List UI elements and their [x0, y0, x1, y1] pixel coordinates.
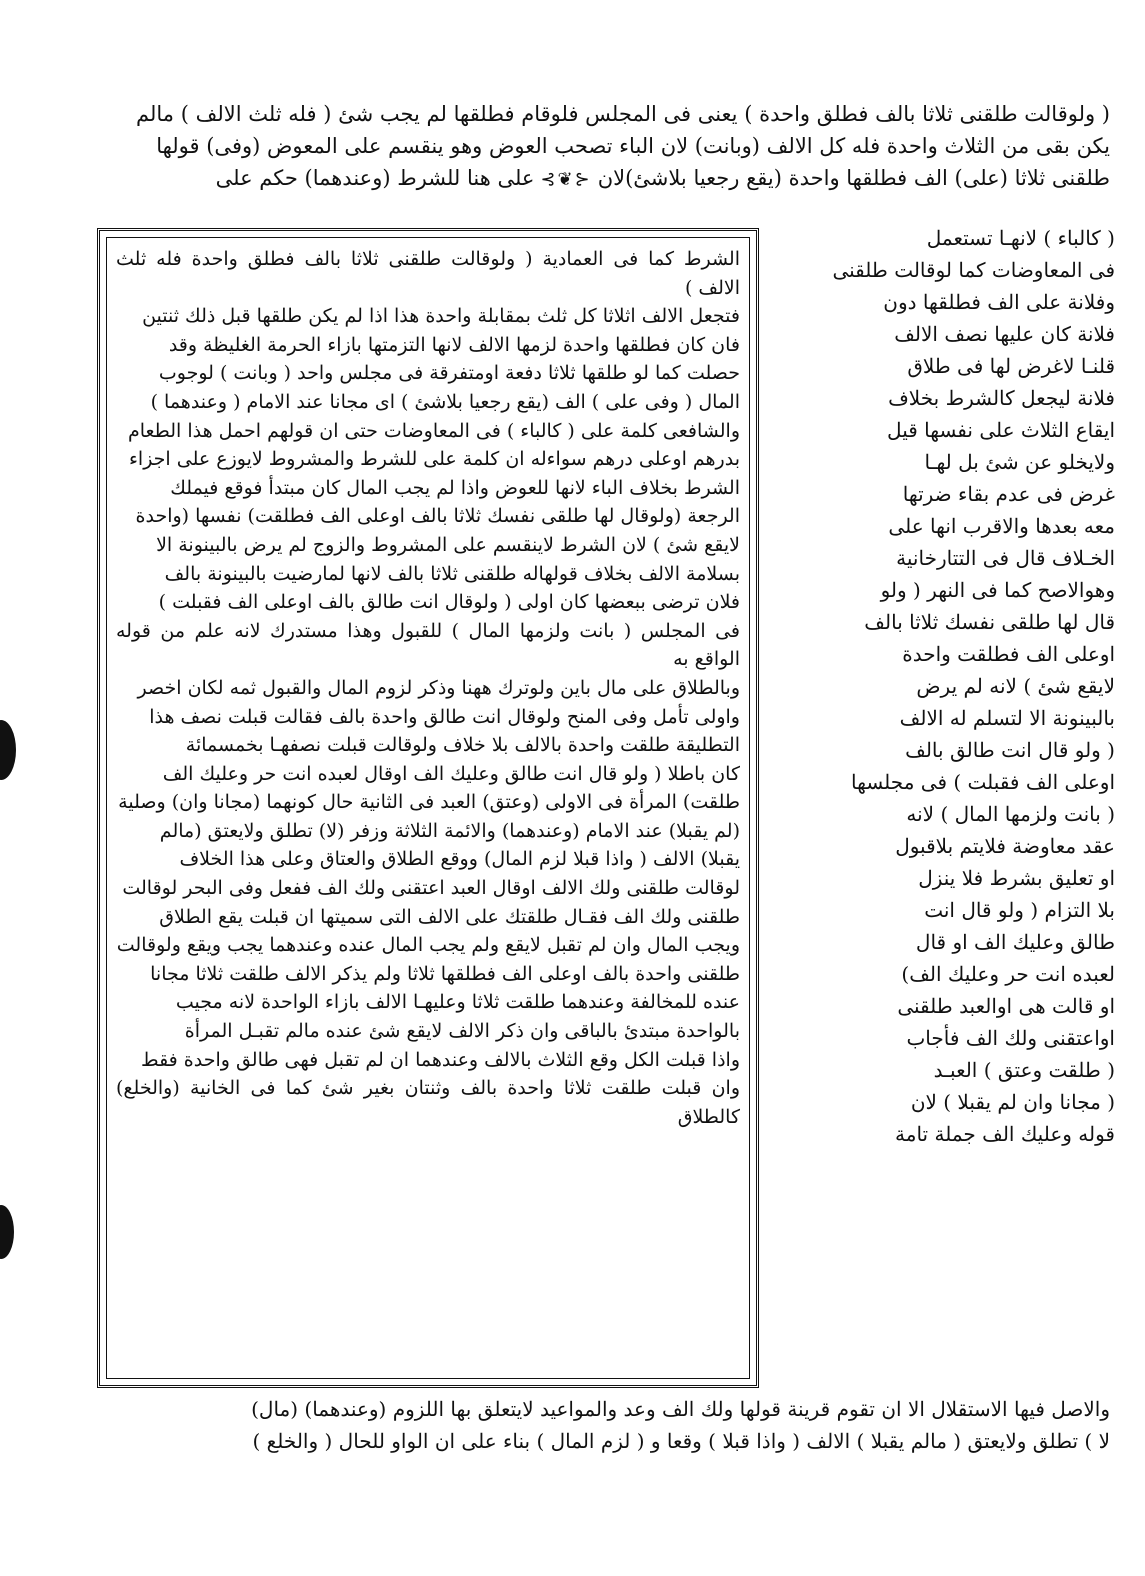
text-line: واولى تأمل وفى المنح ولوقال انت طالق واحدة بالف فقالت قبلت نصف هذا — [149, 705, 740, 728]
text-line: بدرهم اوعلى درهم سواءله ان كلمة على للشرط والمشروط لايوزع على اجزاء — [128, 448, 740, 471]
ink-blot-left-lower — [0, 1205, 14, 1259]
margin-line: وفلانة على الف فطلقها دون — [883, 290, 1115, 314]
ink-blot-left-upper — [0, 720, 16, 780]
margin-line: فلانة ليجعل كالشرط بخلاف — [888, 386, 1115, 410]
margin-line: ( بانت ولزمها المال ) لانه — [906, 802, 1115, 826]
margin-line: ولايخلو عن شئ بل لهـا — [924, 450, 1115, 474]
margin-line: غرض فى عدم بقاء ضرتها — [902, 482, 1115, 506]
text-line: عنده للمخالفة وعندهما طلقت ثلاثا وعليهـا الالف بازاء الواحدة لانه مجيب — [175, 991, 740, 1014]
text-line: فلان ترضى ببعضها كان اولى ( ولوقال انت طالق بالف اوعلى الف فقبلت ) — [158, 591, 740, 614]
text-line: المال ( وفى على ) الف (يقع رجعيا بلاشئ ) اى مجانا عند الامام ( وعندهما ) — [150, 390, 740, 413]
text-line: والشافعى كلمة على ( كالباء ) فى المعاوضات حتى ان قولهم احمل هذا الطعام — [127, 419, 740, 442]
margin-line: او قالت هى اوالعبد طلقنى — [897, 994, 1115, 1018]
margin-line: او تعليق بشرط فلا ينزل — [918, 866, 1115, 890]
text-line: طلقنى ولك الف فقـال طلقتك على الالف التى سميتها ان قبلت يقع الطلاق — [159, 905, 740, 928]
text-line: الشرط كما فى العمادية ( ولوقالت طلقنى ثلاثا بالف فطلق واحدة فله ثلث الالف ) — [116, 248, 740, 299]
text-line: فتجعل الالف اثلاثا كل ثلث بمقابلة واحدة هذا اذا لم يكن طلقها قبل ذلك ثنتين — [142, 305, 740, 328]
margin-line: عقد معاوضة فلايتم بلاقبول — [895, 834, 1115, 858]
ornament-icon: ⊰❦⊱ — [540, 169, 592, 190]
margin-line: قلنـا لاغرض لها فى طلاق — [907, 354, 1115, 378]
text-line: ( ولوقالت طلقنى ثلاثا بالف فطلق واحدة ) يعنى فى المجلس فلوقام فطلقها لم يجب شئ ( فله ثلث الالف ) مالم — [136, 102, 1110, 126]
text-line: (لم يقبلا) عند الامام (وعندهما) والائمة الثلاثة وزفر (لا) تطلق ولايعتق (مالم — [159, 819, 740, 842]
text-line: لوقالت طلقنى ولك الالف اوقال العبد اعتقنى ولك الف ففعل وفى البحر لوقالت — [122, 877, 740, 900]
margin-line: لايقع شئ ) لانه لم يرض — [916, 674, 1115, 698]
margin-line: طالق وعليك الف او قال — [915, 930, 1115, 954]
text-line: بسلامة الالف بخلاف قولهاله طلقنى ثلاثا بالف لانها لمارضيت بالبينونة بالف — [164, 562, 740, 585]
margin-line: ( ولو قال انت طالق بالف — [905, 738, 1115, 762]
margin-line: الخـلاف قال فى التتارخانية — [896, 546, 1115, 570]
margin-line: لعبده انت حر وعليك الف) — [901, 962, 1115, 986]
margin-line: ( طلقت وعتق ) العبـد — [933, 1058, 1115, 1082]
text-segment: على هنا للشرط (وعندهما) حكم على — [215, 166, 535, 190]
top-text-block — [100, 98, 1110, 196]
text-line: وبالطلاق على مال باين ولوترك ههنا وذكر لزوم المال والقبول ثمه لكان اخصر — [137, 676, 740, 699]
text-segment: طلقنى ثلاثا (على) الف فطلقها واحدة (يقع رجعيا بلاشئ)لان — [597, 166, 1110, 190]
margin-line: معه بعدها والاقرب انها على — [888, 514, 1115, 538]
margin-commentary — [770, 222, 1115, 1392]
margin-line: بالبينونة الا لتسلم له الالف — [899, 706, 1115, 730]
text-line: واذا قبلت الكل وقع الثلاث بالالف وعندهما ان لم تقبل فهى طالق واحدة فقط — [141, 1048, 740, 1071]
text-line: فى المجلس ( بانت ولزمها المال ) للقبول وهذا مستدرك لانه علم من قوله الواقع به — [116, 619, 740, 671]
main-text-block — [116, 245, 740, 1375]
text-line: والاصل فيها الاستقلال الا ان تقوم قرينة قولها ولك الف وعد والمواعيد لايتعلق بها اللزوم (وعندهما) (مال) — [251, 1397, 1110, 1421]
text-line: التطليقة طلقت واحدة بالالف بلا خلاف ولوقالت قبلت نصفهـا بخمسمائة — [185, 734, 740, 757]
text-line: حصلت كما لو طلقها ثلاثا دفعة اومتفرقة فى مجلس واحد ( وبانت ) لوجوب — [158, 362, 740, 385]
margin-line: فى المعاوضات كما لوقالت طلقنى — [832, 258, 1115, 282]
text-line — [100, 162, 1110, 196]
text-line: الشرط بخلاف الباء لانها للعوض واذا لم يجب المال كان مبتدأ فوقع فيملك — [170, 476, 740, 499]
margin-line: ( كالباء ) لانهـا تستعمل — [926, 226, 1115, 250]
text-line: لايقع شئ ) لان الشرط لاينقسم على المشروط والزوج لم يرض بالبينونة الا — [156, 533, 740, 556]
margin-line: اواعتقنى ولك الف فأجاب — [906, 1026, 1115, 1050]
text-line: ويجب المال وان لم تقبل لايقع ولم يجب المال عنده وعندهما يجب ويقع ولوقالت — [116, 934, 740, 957]
margin-line: بلا التزام ( ولو قال انت — [924, 898, 1115, 922]
text-line: لا ) تطلق ولايعتق ( مالم يقبلا ) الالف ( واذا قبلا ) وقعا و ( لزم المال ) بناء على ان الواو للحال ( والخلع ) — [252, 1429, 1110, 1453]
margin-line: اوعلى الف فطلقت واحدة — [902, 642, 1115, 666]
text-line: طلقنى واحدة بالف اوعلى الف فطلقها ثلاثا ولم يذكر الالف طلقت ثلاثا مجانا — [150, 962, 740, 985]
margin-line: ( مجانا وان لم يقبلا ) لان — [910, 1090, 1115, 1114]
margin-line: قال لها طلقى نفسك ثلاثا بالف — [864, 610, 1115, 634]
text-line: الرجعة (ولوقال لها طلقى نفسك ثلاثا بالف اوعلى الف فطلقت) نفسها (واحدة — [135, 505, 740, 528]
margin-line: اوعلى الف فقبلت ) فى مجلسها — [851, 770, 1115, 794]
margin-line: فلانة كان عليها نصف الالف — [894, 322, 1115, 346]
text-line: بالواحدة مبتدئ بالباقى وان ذكر الالف لايقع شئ عنده مالم تقبـل المرأة — [184, 1020, 740, 1043]
text-line: كان باطلا ( ولو قال انت طالق وعليك الف اوقال لعبده انت حر وعليك الف — [162, 762, 740, 785]
margin-line: ايقاع الثلاث على نفسها قيل — [887, 418, 1115, 442]
text-line: يكن بقى من الثلاث واحدة فله كل الالف (وبانت) لان الباء تصحب العوض وهو ينقسم على المعوض (وفى) قولها — [156, 134, 1110, 158]
text-line: فان كان فطلقها واحدة لزمها الالف لانها التزمتها بازاء الحرمة الغليظة وقد — [168, 333, 740, 356]
main-text-frame — [97, 228, 759, 1388]
bottom-text-block — [100, 1393, 1110, 1457]
text-line: وان قبلت طلقت ثلاثا واحدة بالف وثنتان بغير شئ كما فى الخانية (والخلع) كالطلاق — [116, 1077, 740, 1128]
text-line: يقبلا) الالف ( واذا قبلا لزم المال) ووقع الطلاق والعتاق وعلى هذا الخلاف — [179, 848, 740, 871]
text-line: طلقت) المرأة فى الاولى (وعتق) العبد فى الثانية حال كونهما (مجانا وان) وصلية — [118, 791, 740, 814]
margin-line: قوله وعليك الف جملة تامة — [895, 1122, 1115, 1146]
margin-line: وهوالاصح كما فى النهر ( ولو — [880, 578, 1115, 602]
